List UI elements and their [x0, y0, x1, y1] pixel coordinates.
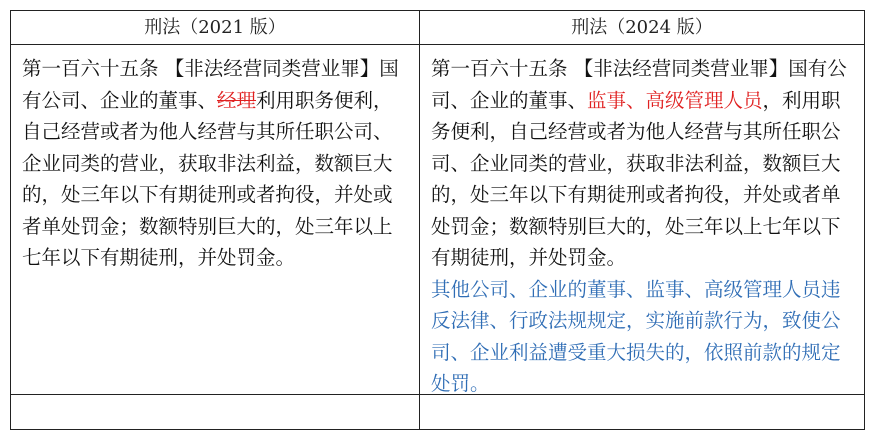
added-text: 监事、高级管理人员 — [587, 88, 763, 112]
cell-2024-text — [431, 53, 851, 400]
column-divider — [419, 11, 420, 429]
text-segment: ，利用职务便利，自己经营或者为他人经营与其所任职公司、企业同类的营业，获取非法利益，数额巨大的，处三年以下有期徒刑或者拘役，并处或者单处罚金；数额特别巨大的，处三年以上七年以下有期徒刑，并处罚金。 — [431, 88, 841, 269]
deleted-text: 经理 — [217, 88, 257, 112]
cell-2021-text — [22, 53, 408, 274]
header-divider — [11, 44, 864, 45]
new-paragraph: 其他公司、企业的董事、监事、高级管理人员违反法律、行政法规规定，实施前款行为，致使公司、企业利益遭受重大损失的，依照前款的规定处罚。 — [431, 277, 841, 395]
text-segment: 利用职务便利，自己经营或者为他人经营与其所任职公司、企业同类的营业，获取非法利益，数额巨大的，处三年以下有期徒刑或者拘役，并处或者单处罚金；数额特别巨大的，处三年以上七年以下有期徒刑，并处罚金。 — [22, 88, 393, 269]
header-2024: 刑法（2024 版） — [571, 17, 713, 38]
comparison-table — [10, 10, 865, 430]
article-heading: 第一百六十五条 【非法经营同类营业罪】国有公司、企业的董事、 — [431, 57, 847, 112]
text-segment: 国有公司、企业的董事、 — [22, 57, 399, 112]
header-2021: 刑法（2021 版） — [144, 17, 286, 38]
article-heading: 第一百六十五条 【非法经营同类营业罪】 — [22, 57, 380, 80]
